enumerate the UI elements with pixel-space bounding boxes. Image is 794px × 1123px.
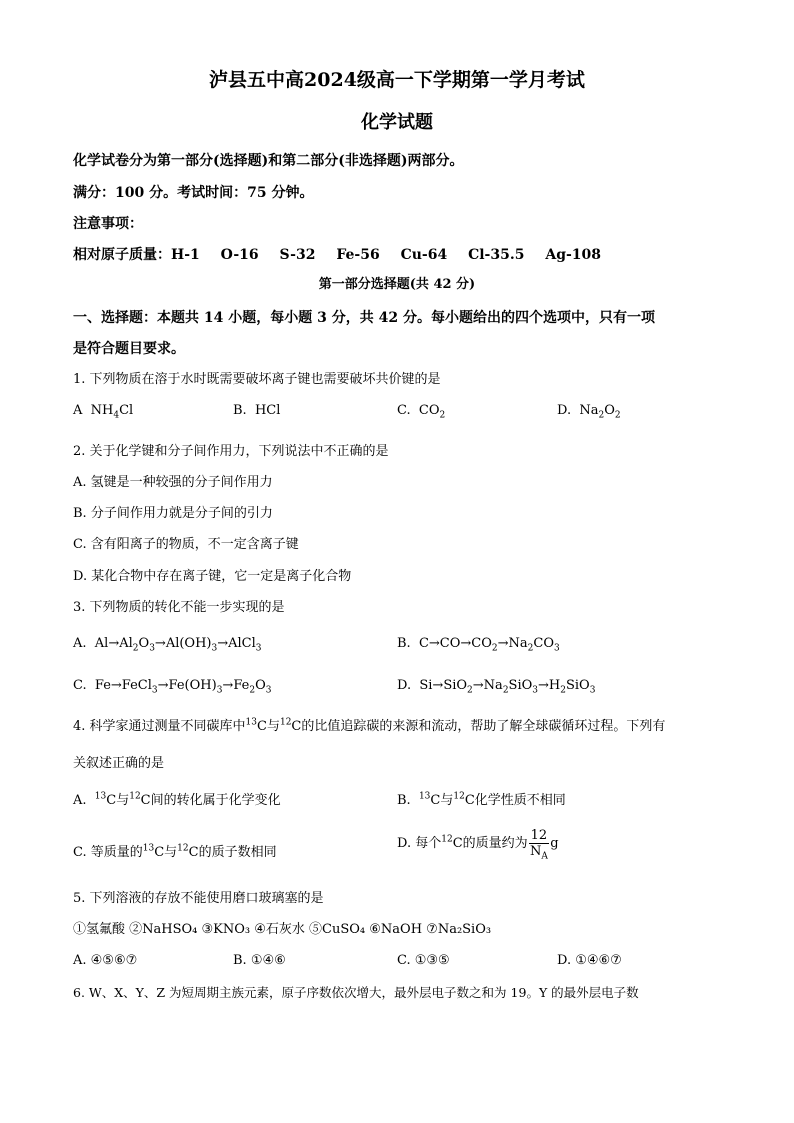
q3-stem: 3. 下列物质的转化不能一步实现的是 bbox=[73, 600, 285, 615]
q5-option-c: C. ①③⑤ bbox=[397, 953, 450, 968]
q3-option-b: B. $C\to CO\to CO_2\to Na_2CO_3$ bbox=[397, 636, 560, 654]
part1-instruction-line2: 是符合题目要求。 bbox=[73, 341, 185, 357]
q4-option-c: C. 等质量的$^{13}$C与$^{12}$C的质子数相同 bbox=[73, 843, 277, 860]
exam-title: 泸县五中高2024级高一下学期第一学月考试 bbox=[209, 69, 585, 91]
q1-stem: 1. 下列物质在溶于水时既需要破坏离子键也需要破坏共价键的是 bbox=[73, 372, 441, 387]
q5-option-d: D. ①④⑥⑦ bbox=[557, 953, 622, 968]
atomic-mass-h: 相对原子质量：H-1 bbox=[73, 247, 200, 263]
q1-option-d: D. $Na_2O_2$ bbox=[557, 403, 621, 421]
q2-option-a: A. 氢键是一种较强的分子间作用力 bbox=[73, 475, 273, 490]
q2-option-c: C. 含有阳离子的物质，不一定含离子键 bbox=[73, 537, 299, 552]
notice-heading: 注意事项： bbox=[73, 216, 143, 232]
q2-stem: 2. 关于化学键和分子间作用力，下列说法中不正确的是 bbox=[73, 444, 389, 459]
atomic-mass-cu: Cu-64 bbox=[400, 247, 448, 263]
q3-option-c: C. $Fe\to FeCl_3\to Fe(OH)_3\to Fe_2O_3$ bbox=[73, 678, 272, 696]
atomic-mass-ag: Ag-108 bbox=[545, 247, 602, 263]
q1-option-c: C. $CO_2$ bbox=[397, 403, 446, 421]
score-time-note: 满分：100 分。考试时间：75 分钟。 bbox=[73, 185, 314, 201]
q5-items: ①氢氟酸 ②NaHSO₄ ③KNO₃ ④石灰水 ⑤CuSO₄ ⑥NaOH ⑦Na₂SiO₃ bbox=[73, 922, 492, 937]
exam-structure-note: 化学试卷分为第一部分(选择题)和第二部分(非选择题)两部分。 bbox=[73, 153, 464, 169]
exam-subtitle: 化学试题 bbox=[361, 112, 433, 133]
part1-title: 第一部分选择题(共 42 分) bbox=[318, 277, 476, 292]
q5-option-a: A. ④⑤⑥⑦ bbox=[73, 953, 138, 968]
q4-option-b: B. $^{13}$C与$^{12}$C化学性质不相同 bbox=[397, 791, 566, 808]
q6-stem: 6. W、X、Y、Z 为短周期主族元素，原子序数依次增大，最外层电子数之和为 19。Y 的最外层电子数 bbox=[73, 985, 639, 1000]
atomic-mass-fe: Fe-56 bbox=[336, 247, 380, 263]
q4-stem-line2: 关叙述正确的是 bbox=[73, 756, 165, 771]
mass-fraction: $\frac{12}{N_A}$ bbox=[529, 828, 548, 862]
q5-option-b: B. ①④⑥ bbox=[233, 953, 286, 968]
q3-option-d: D. $Si\to SiO_2\to Na_2SiO_3\to H_2SiO_3$ bbox=[397, 678, 596, 696]
q1-option-b: B. HCl bbox=[233, 403, 281, 418]
q4-option-a: A. $^{13}$C与$^{12}$C间的转化属于化学变化 bbox=[73, 791, 281, 808]
q2-option-d: D. 某化合物中存在离子键，它一定是离子化合物 bbox=[73, 569, 352, 584]
q5-stem: 5. 下列溶液的存放不能使用磨口玻璃塞的是 bbox=[73, 891, 324, 906]
atomic-mass-cl: Cl-35.5 bbox=[468, 247, 525, 263]
q1-option-a: A $NH_4Cl$ bbox=[73, 403, 134, 421]
q4-option-d: D. 每个$^{12}$C的质量约为 $\frac{12}{N_A}$ g bbox=[397, 828, 559, 862]
q2-option-b: B. 分子间作用力就是分子间的引力 bbox=[73, 506, 273, 521]
q3-option-a: A. $Al\to Al_2O_3\to Al(OH)_3\to AlCl_3$ bbox=[73, 636, 262, 654]
atomic-masses bbox=[73, 247, 601, 263]
atomic-mass-o: O-16 bbox=[220, 247, 259, 263]
q4-stem-line1: 4. 科学家通过测量不同碳库中$^{13}$C与$^{12}$C的比值追踪碳的来源和流动，帮助了解全球碳循环过程。下列有 bbox=[73, 717, 666, 734]
part1-instruction-line1: 一、选择题：本题共 14 小题，每小题 3 分，共 42 分。每小题给出的四个选项中，只有一项 bbox=[73, 310, 655, 326]
atomic-mass-s: S-32 bbox=[279, 247, 316, 263]
